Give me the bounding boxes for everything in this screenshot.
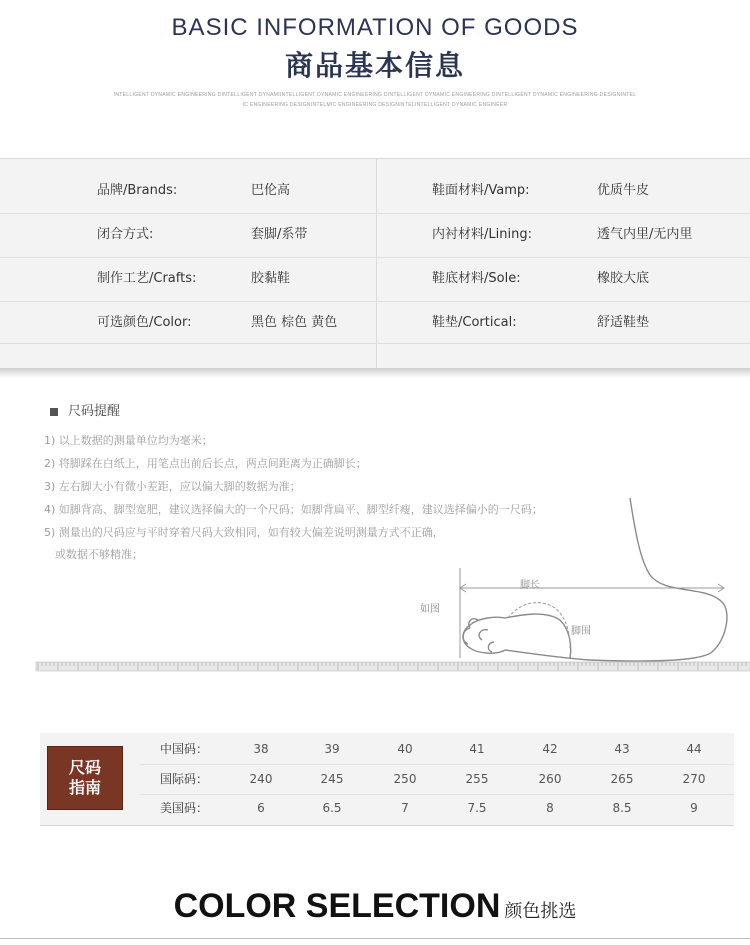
label-foot-width: 脚围 xyxy=(571,626,591,637)
size-tips-title-text: 尺码提醒 xyxy=(68,404,121,419)
size-row-cn xyxy=(140,735,730,764)
size-cell: 265 xyxy=(610,772,634,786)
size-cell: 38 xyxy=(253,742,269,756)
size-row-us xyxy=(140,794,730,823)
size-cell: 9 xyxy=(690,801,698,815)
size-row-label: 美国码： xyxy=(160,801,209,815)
info-value: 优质牛皮 xyxy=(597,183,650,198)
info-row xyxy=(0,257,750,301)
size-cell: 6.5 xyxy=(322,801,342,815)
badge-line2: 指南 xyxy=(68,778,101,797)
square-bullet-icon xyxy=(50,408,58,416)
info-label: 鞋垫/Cortical: xyxy=(432,315,517,330)
label-figure: 如图 xyxy=(420,604,440,615)
badge-line1: 尺码 xyxy=(68,758,101,777)
info-label: 制作工艺/Crafts: xyxy=(97,271,197,286)
size-cell: 8.5 xyxy=(612,801,632,815)
size-cell: 7 xyxy=(401,801,409,815)
tip-item: 5) 测量出的尺码应与平时穿着尺码大致相同，如有较大偏差说明测量方式不正确， xyxy=(44,526,444,539)
info-value: 巴伦高 xyxy=(251,183,291,198)
size-cell: 8 xyxy=(546,801,554,815)
measure-lines xyxy=(460,568,724,658)
header-title-cn: 商品基本信息 xyxy=(284,49,465,82)
header-tagline-2: IC ENGINEERING DESIGNINTELMIC ENGINEERING DESIGNINTELINTELLIGENT DYNAMIC ENGINEER xyxy=(242,102,508,108)
header-title-en: BASIC INFORMATION OF GOODS xyxy=(171,14,579,41)
tip-item: 3) 左右脚大小有微小差距，应以偏大脚的数据为准； xyxy=(44,480,301,493)
size-cell: 42 xyxy=(542,742,558,756)
tip-item: 2) 将脚踩在白纸上，用笔点出前后长点，两点间距离为正确脚长； xyxy=(44,457,367,470)
info-value: 胶黏鞋 xyxy=(251,271,291,286)
size-cell: 44 xyxy=(686,742,702,756)
product-info-table xyxy=(0,158,750,369)
size-cell: 40 xyxy=(397,742,413,756)
info-label: 鞋面材料/Vamp: xyxy=(432,183,530,198)
info-value: 套脚/系带 xyxy=(251,227,308,242)
size-cell: 245 xyxy=(320,772,344,786)
size-cell: 270 xyxy=(682,772,706,786)
tip-item: 4) 如脚背高、脚型宽肥，建议选择偏大的一个尺码；如脚背扁平、脚型纤瘦，建议选择偏小的一尺码； xyxy=(44,503,543,516)
size-cell: 250 xyxy=(393,772,417,786)
table-shadow xyxy=(0,368,750,378)
size-cell: 43 xyxy=(614,742,630,756)
size-tips-title xyxy=(50,400,120,419)
foot-measure-diagram xyxy=(0,490,750,690)
size-row-label: 中国码： xyxy=(160,742,209,756)
ruler xyxy=(36,662,750,671)
info-value: 黑色 棕色 黄色 xyxy=(251,315,338,330)
color-selection-heading xyxy=(0,887,750,926)
color-selection-title-cn: 颜色挑选 xyxy=(504,901,577,922)
info-label: 闭合方式: xyxy=(97,227,154,242)
size-guide-badge xyxy=(47,746,123,810)
info-row xyxy=(0,169,750,213)
tip-item: 1) 以上数据的测量单位均为毫米； xyxy=(44,434,213,447)
size-cell: 39 xyxy=(324,742,340,756)
header-tagline-1: INTELLIGENT DYNAMIC ENGINEERING DINTELLIGENT DYNAMIINTELLIGENT DYNAMIC ENGINEERING DINTELLIGENT DYNAMIC ENGINEERING DINTELLIGENT DYNAMIC ENGINEERING DESIGNINTEL xyxy=(113,92,637,98)
info-value: 舒适鞋垫 xyxy=(597,315,650,330)
size-cell: 6 xyxy=(257,801,265,815)
info-label: 可选颜色/Color: xyxy=(97,315,192,330)
size-cell: 260 xyxy=(538,772,562,786)
info-label: 品牌/Brands: xyxy=(97,183,178,198)
tip-item: 或数据不够精准； xyxy=(55,548,143,561)
info-row xyxy=(0,301,750,345)
size-row-intl xyxy=(140,765,730,794)
size-cell: 7.5 xyxy=(467,801,487,815)
info-row xyxy=(0,213,750,257)
size-cell: 240 xyxy=(249,772,273,786)
info-value: 橡胶大底 xyxy=(597,271,650,286)
info-value: 透气内里/无内里 xyxy=(597,227,693,242)
size-cell: 255 xyxy=(465,772,489,786)
info-label: 内衬材料/Lining: xyxy=(432,227,532,242)
foot-outline-icon xyxy=(463,498,727,661)
info-label: 鞋底材料/Sole: xyxy=(432,271,521,286)
color-selection-title-en: COLOR SELECTION xyxy=(173,887,501,925)
size-row-label: 国际码： xyxy=(160,772,209,786)
label-foot-length: 脚长 xyxy=(520,580,540,591)
size-cell: 41 xyxy=(469,742,485,756)
bottom-divider xyxy=(0,938,750,939)
